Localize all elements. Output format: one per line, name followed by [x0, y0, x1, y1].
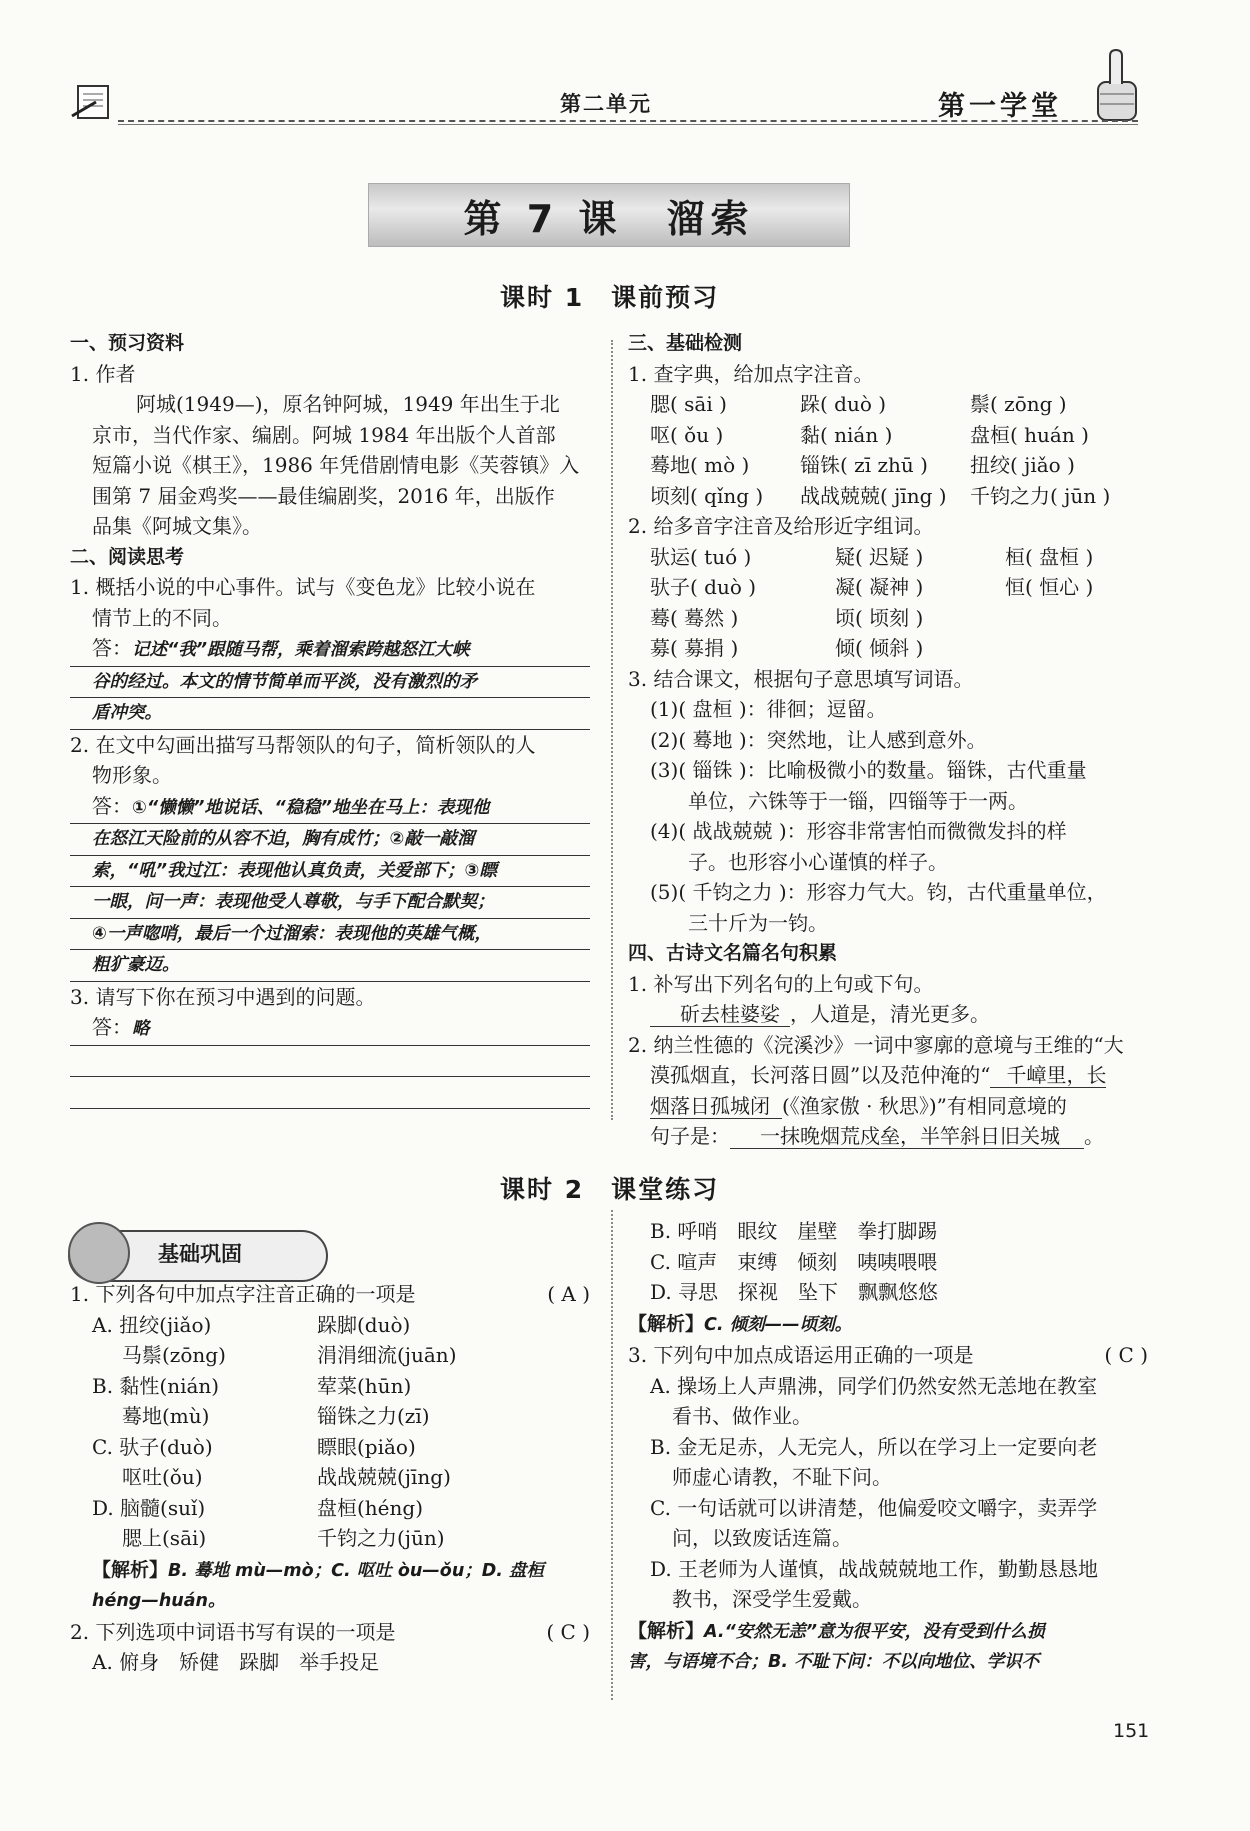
answer-line: 索，“吼”我过江：表现他认真负责，关爱部下；③瞟	[70, 856, 590, 888]
text-span: 句子是：	[650, 1124, 730, 1148]
option-line: 师虚心请教，不耻下问。	[672, 1465, 892, 1489]
question-line: 2. 纳兰性德的《浣溪沙》一词中寥廓的意境与王维的“大	[628, 1032, 1124, 1057]
lesson-title: 第 7 课 溜索	[368, 183, 850, 247]
section-heading: 一、预习资料	[70, 332, 185, 354]
answer-line: 在怒江天险前的从容不迫，胸有成竹；②敲一敲溜	[70, 824, 590, 856]
group-item: 募( 募捐 )	[650, 636, 739, 660]
answer-line: ①“懒懒”地说话、“稳稳”地坐在马上：表现他	[132, 797, 490, 818]
answer-choice: ( C )	[546, 1619, 590, 1644]
column-divider	[611, 340, 613, 1120]
option-line: B. 呼哨 眼纹 崖壁 拳打脚踢	[650, 1219, 938, 1243]
text-span: (《渔家傲 · 秋思》)”有相同意境的	[782, 1093, 1067, 1118]
column-divider-2	[611, 1210, 613, 1700]
author-line: 品集《阿城文集》。	[92, 514, 262, 538]
pinyin-item: 扭绞( jiǎo )	[970, 453, 1075, 477]
group-item: 驮子( duò )	[650, 575, 757, 599]
fill-line: 子。也形容小心谨慎的样子。	[688, 849, 948, 874]
section-heading: 二、阅读思考	[70, 545, 185, 568]
blank-line[interactable]	[70, 1077, 590, 1109]
option-item: C. 驮子(duò)	[92, 1434, 213, 1459]
fill-blank[interactable]: 斫去桂婆娑	[650, 1002, 790, 1027]
fill-line: (2)( 蓦地 )：突然地，让人感到意外。	[650, 727, 987, 752]
thumbs-up-badge-icon	[68, 1222, 130, 1284]
option-line: A. 俯身 矫健 跺脚 举手投足	[92, 1650, 380, 1674]
text-span: 漠孤烟直，长河落日圆”以及范仲淹的“	[650, 1063, 991, 1087]
option-line: D. 王老师为人谨慎，战战兢兢地工作，勤勤恳恳地	[650, 1556, 1099, 1581]
analysis-label: 【解析】	[628, 1619, 705, 1642]
option-item: 盘桓(héng)	[317, 1495, 424, 1520]
sub-heading: 1. 作者	[70, 361, 136, 386]
header-rule-2	[118, 124, 1138, 125]
author-line: 京市，当代作家、编剧。阿城 1984 年出版个人首部	[92, 422, 556, 447]
analysis-line: C. 倾刻——顷刻。	[704, 1314, 853, 1335]
thumbs-up-icon	[1088, 48, 1144, 126]
question-line: 2. 下列选项中词语书写有误的一项是	[70, 1619, 396, 1644]
answer-label: 答：	[92, 1015, 132, 1039]
header-brand: 第一学堂	[938, 91, 1062, 122]
pinyin-item: 战战兢兢( jīng )	[800, 483, 947, 508]
analysis-line: 害，与语境不合；B. 不耻下问：不以向地位、学识不	[628, 1652, 1040, 1672]
fill-line: 三十斤为一钧。	[688, 910, 828, 935]
fill-line: (5)( 千钧之力 )：形容力气大。钧，古代重量单位，	[650, 880, 1107, 904]
option-line: C. 一句话就可以讲清楚，他偏爱咬文嚼字，卖弄学	[650, 1495, 1098, 1520]
answer-line: 粗犷豪迈。	[70, 950, 590, 982]
fill-blank[interactable]: 一抹晚烟荒戍垒，半竿斜日旧关城	[730, 1124, 1084, 1149]
author-line: 阿城(1949—)，原名钟阿城，1949 年出生于北	[136, 392, 560, 416]
answer-line: 盾冲突。	[70, 698, 590, 730]
analysis-line: héng—huán。	[92, 1591, 226, 1611]
option-item: 涓涓细流(juān)	[317, 1343, 457, 1367]
period1-title: 课时 1 课前预习	[500, 283, 720, 312]
question-line: 1. 概括小说的中心事件。试与《变色龙》比较小说在	[70, 575, 536, 599]
group-item: 顷( 顷刻 )	[835, 605, 924, 630]
question-line: 2. 在文中勾画出描写马帮领队的句子，简析领队的人	[70, 732, 536, 757]
badge-label: 基础巩固	[158, 1242, 242, 1266]
answer-line: ④一声唿哨，最后一个过溜索：表现他的英雄气概，	[70, 919, 590, 951]
analysis-line: B. 蓦地 mù—mò；C. 呕吐 òu—ǒu；D. 盘桓	[168, 1560, 545, 1581]
period2-title: 课时 2 课堂练习	[500, 1175, 720, 1204]
option-line: 问，以致废话连篇。	[672, 1526, 852, 1550]
answer-choice: ( C )	[1104, 1343, 1148, 1367]
option-item: 蓦地(mù)	[122, 1404, 210, 1428]
pinyin-item: 腮( sāi )	[650, 392, 727, 416]
option-line: A. 操场上人声鼎沸，同学们仍然安然无恙地在教室	[650, 1373, 1098, 1398]
blank-line[interactable]	[70, 1046, 590, 1078]
option-item: A. 扭绞(jiǎo)	[92, 1312, 212, 1337]
fill-line: (4)( 战战兢兢 )：形容非常害怕而微微发抖的样	[650, 819, 1067, 843]
fill-blank[interactable]: 千嶂里，长	[990, 1063, 1106, 1088]
question-line: 3. 结合课文，根据句子意思填写词语。	[628, 666, 974, 691]
text-span: ，人道是，清光更多。	[790, 1002, 990, 1026]
analysis-label: 【解析】	[92, 1558, 169, 1581]
analysis-line: A.“安然无恙”意为很平安，没有受到什么损	[704, 1621, 1045, 1642]
pinyin-item: 呕( ǒu )	[650, 422, 724, 447]
option-item: 腮上(sāi)	[122, 1526, 207, 1550]
pinyin-item: 盘桓( huán )	[970, 422, 1089, 447]
question-line: 3. 请写下你在预习中遇到的问题。	[70, 984, 376, 1009]
left-column-1	[70, 328, 590, 1109]
group-item: 桓( 盘桓 )	[1005, 544, 1094, 569]
question-line: 2. 给多音字注音及给形近字组词。	[628, 514, 934, 538]
text-span: 。	[1084, 1124, 1104, 1148]
option-item: 荤菜(hūn)	[317, 1373, 412, 1398]
left-column-2	[70, 1279, 590, 1678]
section-heading: 三、基础检测	[628, 332, 743, 354]
answer-choice: ( A )	[547, 1282, 590, 1306]
right-column-1	[628, 328, 1148, 1152]
option-line: D. 寻思 探视 坠下 飘飘悠悠	[650, 1280, 939, 1304]
option-item: 跺脚(duò)	[317, 1312, 411, 1337]
analysis-label: 【解析】	[628, 1312, 705, 1335]
option-line: B. 金无足赤，人无完人，所以在学习上一定要向老	[650, 1434, 1098, 1459]
section-heading: 四、古诗文名篇名句积累	[628, 942, 838, 964]
author-line: 围第 7 届金鸡奖——最佳编剧奖，2016 年，出版作	[92, 483, 555, 508]
question-line: 情节上的不同。	[92, 605, 232, 630]
group-item: 驮运( tuó )	[650, 544, 752, 569]
option-item: 瞟眼(piǎo)	[317, 1434, 416, 1459]
pinyin-item: 黏( nián )	[800, 422, 893, 447]
answer-line: 略	[132, 1019, 150, 1039]
group-item: 蓦( 蓦然 )	[650, 605, 739, 630]
pinyin-item: 跺( duò )	[800, 392, 887, 416]
fill-blank[interactable]: 烟落日孤城闭	[650, 1094, 782, 1119]
answer-line: 记述“我”跟随马帮，乘着溜索跨越怒江大峡	[132, 640, 470, 660]
question-line: 3. 下列句中加点成语运用正确的一项是	[628, 1343, 974, 1367]
option-item: 马鬃(zōng)	[122, 1343, 226, 1367]
option-item: 千钧之力(jūn)	[317, 1526, 445, 1550]
option-line: 看书、做作业。	[672, 1404, 812, 1428]
fill-line: (1)( 盘桓 )：徘徊；逗留。	[650, 697, 887, 721]
question-line: 1. 下列各句中加点字注音正确的一项是	[70, 1282, 416, 1306]
page-number: 151	[1113, 1720, 1150, 1742]
option-item: D. 脑髓(suǐ)	[92, 1495, 206, 1520]
pinyin-item: 锱铢( zī zhū )	[800, 453, 928, 477]
header-unit: 第二单元	[560, 91, 652, 116]
pinyin-item: 千钧之力( jūn )	[970, 483, 1111, 508]
notebook-pencil-icon	[70, 82, 112, 122]
question-line: 1. 查字典，给加点字注音。	[628, 361, 874, 386]
group-item: 凝( 凝神 )	[835, 575, 924, 599]
group-item: 倾( 倾斜 )	[835, 636, 924, 660]
option-line: C. 喧声 束缚 倾刻 咦咦喂喂	[650, 1249, 938, 1274]
pinyin-item: 蓦地( mò )	[650, 453, 750, 477]
fill-line: 单位，六铢等于一锱，四锱等于一两。	[688, 788, 1028, 813]
fill-line: (3)( 锱铢 )：比喻极微小的数量。锱铢，古代重量	[650, 758, 1087, 782]
answer-line: 一眼，问一声：表现他受人尊敬，与手下配合默契；	[70, 887, 590, 919]
option-item: 呕吐(ǒu)	[122, 1465, 203, 1489]
pinyin-item: 鬃( zōng )	[970, 392, 1067, 416]
answer-label: 答：	[92, 636, 132, 660]
group-item: 恒( 恒心 )	[1005, 575, 1094, 599]
group-item: 疑( 迟疑 )	[835, 544, 924, 569]
option-line: 教书，深受学生爱戴。	[672, 1587, 872, 1611]
header-rule	[118, 120, 1138, 122]
answer-line: 谷的经过。本文的情节简单而平淡，没有激烈的矛	[70, 667, 590, 699]
question-line: 1. 补写出下列名句的上句或下句。	[628, 971, 934, 996]
option-item: B. 黏性(nián)	[92, 1373, 220, 1398]
answer-label: 答：	[92, 793, 132, 818]
pinyin-item: 顷刻( qǐng )	[650, 483, 764, 508]
right-column-2	[628, 1216, 1148, 1678]
option-item: 锱铢之力(zī)	[317, 1404, 430, 1428]
question-line: 物形象。	[92, 763, 172, 787]
author-line: 短篇小说《棋王》，1986 年凭借剧情电影《芙蓉镇》入	[92, 453, 580, 477]
option-item: 战战兢兢(jīng)	[317, 1465, 451, 1489]
